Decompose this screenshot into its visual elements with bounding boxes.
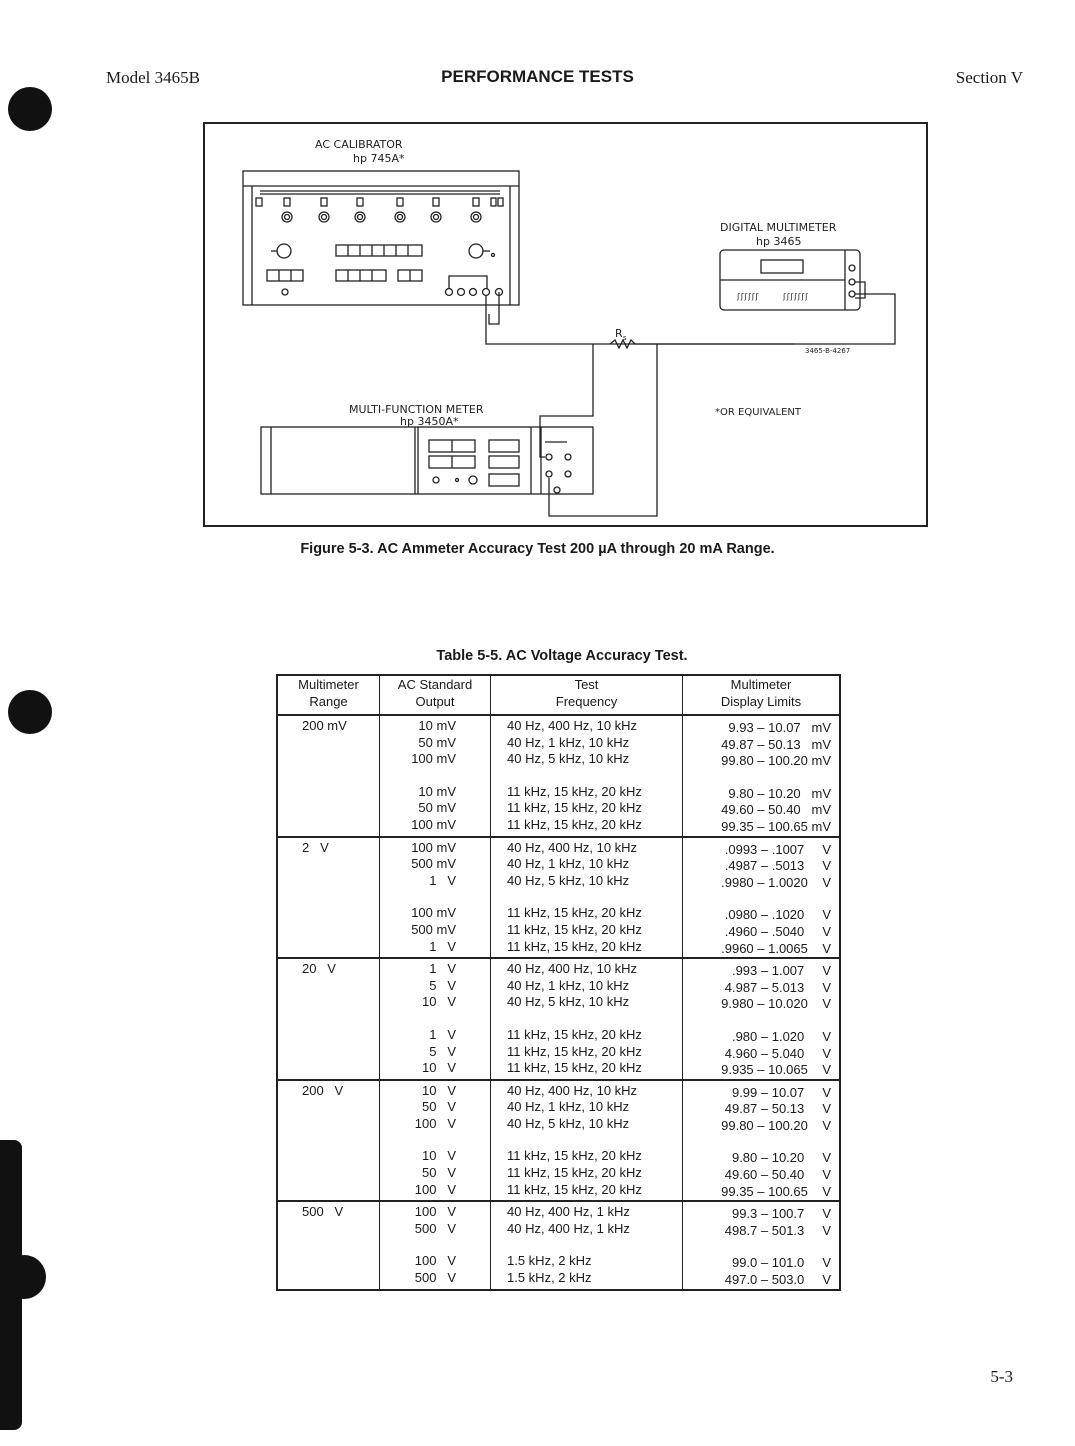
frequency-value: 40 Hz, 1 kHz, 10 kHz xyxy=(507,1099,630,1115)
frequency-value: 40 Hz, 5 kHz, 10 kHz xyxy=(507,994,630,1010)
table-row xyxy=(277,715,840,837)
output-value: 10 V xyxy=(422,1082,456,1098)
limit-value: .9980 – 1.0020 V xyxy=(721,874,831,890)
output-value: 100 mV xyxy=(411,839,456,855)
output-value: 50 mV xyxy=(418,734,456,750)
cell-frequency xyxy=(491,958,683,1080)
output-value: 10 V xyxy=(422,1148,456,1164)
wiring-diagram xyxy=(205,124,930,529)
mfm-model: hp 3450A* xyxy=(400,415,459,428)
output-value: 100 V xyxy=(414,1181,456,1197)
table-row xyxy=(277,1201,840,1289)
frequency-value: 11 kHz, 15 kHz, 20 kHz xyxy=(507,921,642,937)
limit-value: 99.80 – 100.20 mV xyxy=(721,753,831,769)
frequency-value: 40 Hz, 400 Hz, 1 kHz xyxy=(507,1220,630,1236)
table-row xyxy=(277,837,840,959)
binder-hole-middle xyxy=(8,690,52,734)
limit-value: 49.60 – 50.40 V xyxy=(724,1167,831,1183)
binder-hole-bottom xyxy=(2,1255,46,1299)
limit-value: 4.960 – 5.040 V xyxy=(724,1045,831,1061)
multi-function-meter-chassis xyxy=(261,427,593,494)
page-number: 5-3 xyxy=(990,1367,1013,1386)
frequency-value: 40 Hz, 5 kHz, 10 kHz xyxy=(507,1115,630,1131)
limit-value: .993 – 1.007 V xyxy=(731,963,831,979)
frequency-value: 40 Hz, 400 Hz, 10 kHz xyxy=(507,961,638,977)
limit-value: 9.935 – 10.065 V xyxy=(721,1062,831,1078)
limit-value: 498.7 – 501.3 V xyxy=(724,1222,831,1238)
frequency-value: 11 kHz, 15 kHz, 20 kHz xyxy=(507,1181,642,1197)
cell-output xyxy=(380,837,491,959)
dmm-button-row-2: ʃʃʃʃʃʃʃ xyxy=(783,292,809,301)
range-value: 20 V xyxy=(302,961,336,977)
header-section: Section V xyxy=(955,68,1023,87)
limit-value: 99.80 – 100.20 V xyxy=(721,1117,831,1133)
ac-voltage-accuracy-table xyxy=(276,674,841,1291)
frequency-value: 11 kHz, 15 kHz, 20 kHz xyxy=(507,1060,642,1076)
limit-value: 9.980 – 10.020 V xyxy=(721,996,831,1012)
limit-value: 99.3 – 100.7 V xyxy=(731,1206,831,1222)
limit-value: 99.35 – 100.65 V xyxy=(721,1183,831,1199)
resistor-label: R xyxy=(615,327,623,340)
range-value: 500 V xyxy=(302,1204,344,1220)
cell-range xyxy=(277,958,380,1080)
frequency-value: 11 kHz, 15 kHz, 20 kHz xyxy=(507,800,642,816)
cell-output xyxy=(380,958,491,1080)
limit-value: .4987 – .5013 V xyxy=(724,858,831,874)
drawing-number: 3465-B-4267 xyxy=(805,347,851,355)
output-value: 5 V xyxy=(429,977,456,993)
binder-hole-top xyxy=(8,87,52,131)
limit-value: 49.87 – 50.13 mV xyxy=(721,736,831,752)
cell-limits xyxy=(683,1080,841,1202)
frequency-value: 40 Hz, 400 Hz, 10 kHz xyxy=(507,718,638,733)
dmm-label: DIGITAL MULTIMETER xyxy=(720,221,837,234)
cell-range xyxy=(277,837,380,959)
frequency-value: 40 Hz, 5 kHz, 10 kHz xyxy=(507,751,630,767)
header-model: Model 3465B xyxy=(106,68,200,87)
figure-caption: Figure 5-3. AC Ammeter Accuracy Test 200 µA through 20 mA Range. xyxy=(300,541,775,557)
output-value: 50 V xyxy=(422,1165,456,1181)
output-value: 1 V xyxy=(429,961,456,977)
cell-frequency xyxy=(491,837,683,959)
cell-limits xyxy=(683,837,841,959)
range-value: 200 mV xyxy=(302,718,347,733)
output-value: 50 V xyxy=(422,1099,456,1115)
output-value: 100 mV xyxy=(411,905,456,921)
frequency-value: 11 kHz, 15 kHz, 20 kHz xyxy=(507,816,642,832)
limit-value: 9.93 – 10.07 mV xyxy=(728,720,831,735)
cell-limits xyxy=(683,1201,841,1289)
range-value: 2 V xyxy=(302,839,329,855)
resistor-subscript: s xyxy=(623,334,627,342)
output-value: 1 V xyxy=(429,1026,456,1042)
frequency-value: 40 Hz, 400 Hz, 1 kHz xyxy=(507,1204,630,1220)
figure-5-3-diagram xyxy=(203,122,928,527)
output-value: 1 V xyxy=(429,938,456,954)
dmm-button-row-1: ʃʃʃʃʃʃ xyxy=(737,292,760,301)
cell-limits xyxy=(683,715,841,837)
frequency-value: 11 kHz, 15 kHz, 20 kHz xyxy=(507,783,642,799)
frequency-value: 11 kHz, 15 kHz, 20 kHz xyxy=(507,905,642,921)
output-value: 50 mV xyxy=(418,800,456,816)
dmm-model: hp 3465 xyxy=(756,235,802,248)
limit-value: 49.87 – 50.13 V xyxy=(724,1101,831,1117)
limit-value: .9960 – 1.0065 V xyxy=(721,940,831,956)
output-value: 10 V xyxy=(422,994,456,1010)
frequency-value: 11 kHz, 15 kHz, 20 kHz xyxy=(507,1043,642,1059)
limit-value: .0993 – .1007 V xyxy=(724,841,831,857)
output-value: 500 V xyxy=(414,1270,456,1286)
limit-value: 497.0 – 503.0 V xyxy=(724,1272,831,1288)
limit-value: 4.987 – 5.013 V xyxy=(724,979,831,995)
header-title: PERFORMANCE TESTS xyxy=(441,67,634,86)
frequency-value: 11 kHz, 15 kHz, 20 kHz xyxy=(507,1165,642,1181)
cell-limits xyxy=(683,958,841,1080)
table-row xyxy=(277,1080,840,1202)
output-value: 5 V xyxy=(429,1043,456,1059)
output-value: 100 V xyxy=(414,1253,456,1269)
output-value: 500 mV xyxy=(411,856,456,872)
limit-value: 99.35 – 100.65 mV xyxy=(721,818,831,834)
frequency-value: 11 kHz, 15 kHz, 20 kHz xyxy=(507,1148,642,1164)
cell-frequency xyxy=(491,1080,683,1202)
cell-range xyxy=(277,1201,380,1289)
calibrator-model: hp 745A* xyxy=(353,152,405,165)
output-value: 10 mV xyxy=(418,783,456,799)
frequency-value: 40 Hz, 5 kHz, 10 kHz xyxy=(507,872,630,888)
limit-value: .0980 – .1020 V xyxy=(724,907,831,923)
col-header-limits: Multimeter Display Limits xyxy=(683,675,841,715)
table-title: Table 5-5. AC Voltage Accuracy Test. xyxy=(436,648,688,664)
frequency-value: 40 Hz, 1 kHz, 10 kHz xyxy=(507,734,630,750)
frequency-value: 11 kHz, 15 kHz, 20 kHz xyxy=(507,938,642,954)
frequency-value: 40 Hz, 1 kHz, 10 kHz xyxy=(507,856,630,872)
output-value: 100 mV xyxy=(411,751,456,767)
output-value: 100 V xyxy=(414,1204,456,1220)
cell-range xyxy=(277,715,380,837)
cell-output xyxy=(380,1201,491,1289)
table-row xyxy=(277,958,840,1080)
frequency-value: 40 Hz, 1 kHz, 10 kHz xyxy=(507,977,630,993)
limit-value: 9.80 – 10.20 mV xyxy=(728,785,831,801)
cell-frequency xyxy=(491,715,683,837)
output-value: 1 V xyxy=(429,872,456,888)
calibrator-label: AC CALIBRATOR xyxy=(315,138,403,151)
limit-value: .4960 – .5040 V xyxy=(724,923,831,939)
col-header-output: AC Standard Output xyxy=(380,675,491,715)
frequency-value: 40 Hz, 400 Hz, 10 kHz xyxy=(507,1082,638,1098)
output-value: 500 V xyxy=(414,1220,456,1236)
output-value: 10 V xyxy=(422,1060,456,1076)
output-value: 100 V xyxy=(414,1115,456,1131)
frequency-value: 1.5 kHz, 2 kHz xyxy=(507,1253,592,1269)
limit-value: 99.0 – 101.0 V xyxy=(731,1255,831,1271)
cell-output xyxy=(380,715,491,837)
cell-output xyxy=(380,1080,491,1202)
output-value: 500 mV xyxy=(411,921,456,937)
equivalent-footnote: *OR EQUIVALENT xyxy=(715,407,801,418)
output-value: 10 mV xyxy=(418,718,456,733)
range-value: 200 V xyxy=(302,1082,344,1098)
frequency-value: 11 kHz, 15 kHz, 20 kHz xyxy=(507,1026,642,1042)
col-header-range: Multimeter Range xyxy=(277,675,380,715)
limit-value: 49.60 – 50.40 mV xyxy=(721,802,831,818)
mfm-label: MULTI-FUNCTION METER xyxy=(349,403,484,416)
limit-value: 9.80 – 10.20 V xyxy=(731,1150,831,1166)
limit-value: .980 – 1.020 V xyxy=(731,1028,831,1044)
frequency-value: 40 Hz, 400 Hz, 10 kHz xyxy=(507,839,638,855)
cell-range xyxy=(277,1080,380,1202)
frequency-value: 1.5 kHz, 2 kHz xyxy=(507,1270,592,1286)
table-header-row xyxy=(277,675,840,715)
limit-value: 9.99 – 10.07 V xyxy=(731,1084,831,1100)
output-value: 100 mV xyxy=(411,816,456,832)
col-header-frequency: Test Frequency xyxy=(491,675,683,715)
cell-frequency xyxy=(491,1201,683,1289)
